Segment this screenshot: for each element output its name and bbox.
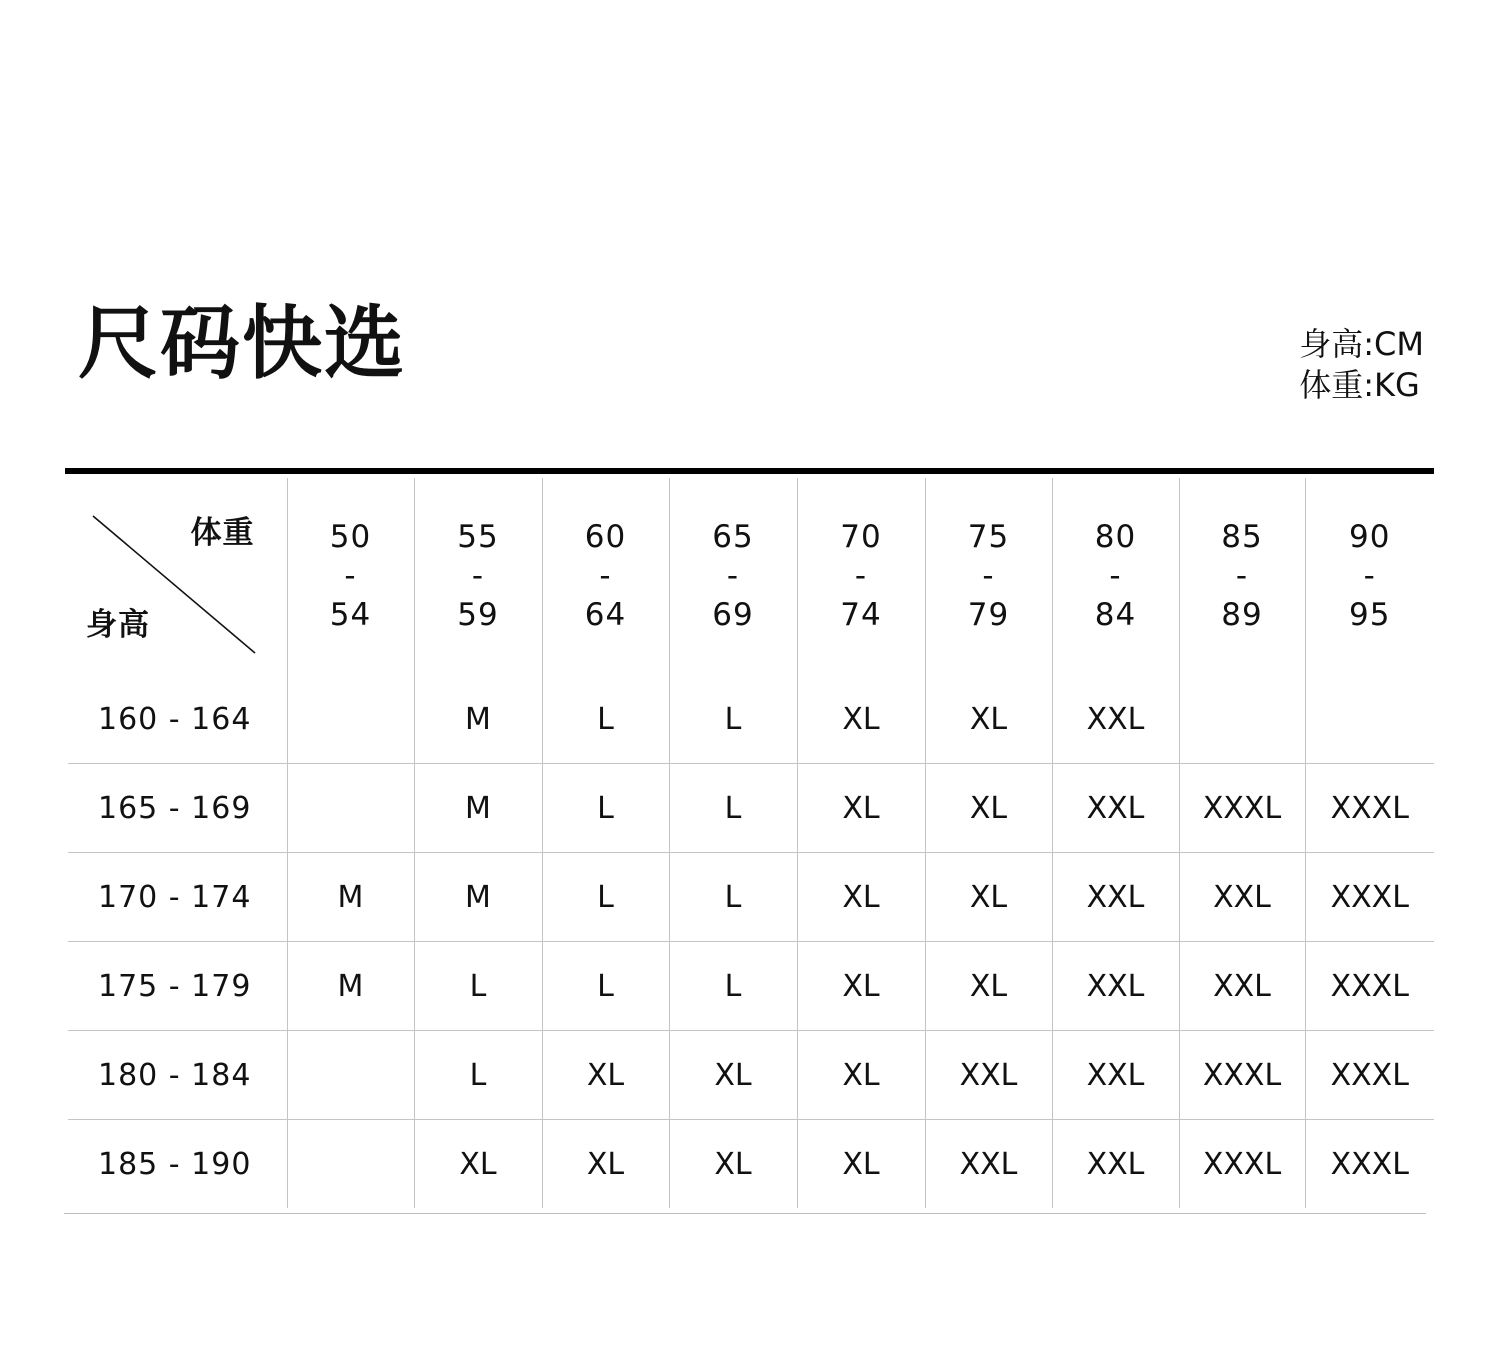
height-range-cell: 175 - 179 xyxy=(68,942,287,1031)
weight-range-header: 75 - 79 xyxy=(925,478,1052,675)
size-cell: L xyxy=(414,1031,542,1120)
size-cell: XXL xyxy=(1052,675,1179,764)
size-cell xyxy=(287,675,414,764)
weight-range-header: 80 - 84 xyxy=(1052,478,1179,675)
size-cell: XXXL xyxy=(1179,1120,1305,1209)
corner-header-cell xyxy=(68,478,287,675)
size-cell xyxy=(287,1120,414,1209)
size-cell: XL xyxy=(925,853,1052,942)
size-cell: M xyxy=(414,853,542,942)
size-cell: XL xyxy=(925,675,1052,764)
size-cell: L xyxy=(542,942,669,1031)
size-cell: XXL xyxy=(925,1120,1052,1209)
size-cell: XXL xyxy=(925,1031,1052,1120)
height-range-cell: 170 - 174 xyxy=(68,853,287,942)
size-cell: XXXL xyxy=(1305,1031,1434,1120)
size-cell: M xyxy=(287,853,414,942)
size-cell: XL xyxy=(797,1120,925,1209)
size-cell: XL xyxy=(542,1031,669,1120)
size-cell: L xyxy=(669,942,797,1031)
table-row xyxy=(68,764,1434,853)
diagonal-divider xyxy=(68,478,287,675)
size-cell: XXL xyxy=(1052,1120,1179,1209)
weight-range-header: 65 - 69 xyxy=(669,478,797,675)
size-cell: XL xyxy=(925,764,1052,853)
weight-range-header: 90 - 95 xyxy=(1305,478,1434,675)
size-cell xyxy=(1305,675,1434,764)
table-bottom-rule xyxy=(64,1213,1426,1214)
size-cell: XXL xyxy=(1052,764,1179,853)
size-cell: L xyxy=(669,675,797,764)
size-cell: XL xyxy=(797,942,925,1031)
size-cell xyxy=(287,1031,414,1120)
size-cell: XL xyxy=(669,1120,797,1209)
size-cell: L xyxy=(542,764,669,853)
page-title: 尺码快选 xyxy=(78,297,406,390)
weight-range-header: 60 - 64 xyxy=(542,478,669,675)
size-cell: XXXL xyxy=(1179,764,1305,853)
table-row xyxy=(68,1031,1434,1120)
size-cell: M xyxy=(414,764,542,853)
size-cell: XXL xyxy=(1052,1031,1179,1120)
size-cell: XXXL xyxy=(1305,853,1434,942)
size-chart-table xyxy=(68,478,1434,1208)
corner-weight-label: 体重 xyxy=(190,515,255,551)
weight-range-header: 55 - 59 xyxy=(414,478,542,675)
table-top-rule xyxy=(65,468,1434,474)
size-cell: XL xyxy=(542,1120,669,1209)
size-cell: XXL xyxy=(1179,942,1305,1031)
size-cell: XL xyxy=(414,1120,542,1209)
height-range-cell: 185 - 190 xyxy=(68,1120,287,1209)
height-range-cell: 180 - 184 xyxy=(68,1031,287,1120)
weight-range-header: 50 - 54 xyxy=(287,478,414,675)
size-cell: XL xyxy=(925,942,1052,1031)
header-row xyxy=(68,478,1434,675)
size-cell: XXL xyxy=(1052,853,1179,942)
units-legend xyxy=(1299,324,1424,406)
height-unit-label: 身高:CM xyxy=(1299,325,1424,363)
size-cell: XXL xyxy=(1179,853,1305,942)
table-row xyxy=(68,942,1434,1031)
weight-range-header: 70 - 74 xyxy=(797,478,925,675)
table-row xyxy=(68,675,1434,764)
size-cell: XXXL xyxy=(1305,1120,1434,1209)
size-cell: XL xyxy=(797,1031,925,1120)
size-cell: XL xyxy=(797,675,925,764)
size-cell: XXL xyxy=(1052,942,1179,1031)
size-cell: L xyxy=(542,853,669,942)
size-cell: XL xyxy=(669,1031,797,1120)
size-cell: M xyxy=(287,942,414,1031)
size-cell: L xyxy=(542,675,669,764)
weight-range-header: 85 - 89 xyxy=(1179,478,1305,675)
size-cell: XXXL xyxy=(1305,764,1434,853)
table-row xyxy=(68,853,1434,942)
size-cell: XXXL xyxy=(1179,1031,1305,1120)
height-range-cell: 165 - 169 xyxy=(68,764,287,853)
size-cell: L xyxy=(669,764,797,853)
table-row xyxy=(68,1120,1434,1209)
size-cell: L xyxy=(669,853,797,942)
size-cell: XL xyxy=(797,764,925,853)
size-cell: M xyxy=(414,675,542,764)
size-cell: XXXL xyxy=(1305,942,1434,1031)
corner-height-label: 身高 xyxy=(86,607,150,643)
size-cell xyxy=(1179,675,1305,764)
size-cell: XL xyxy=(797,853,925,942)
weight-unit-label: 体重:KG xyxy=(1299,366,1420,404)
size-cell xyxy=(287,764,414,853)
height-range-cell: 160 - 164 xyxy=(98,701,252,737)
size-cell: L xyxy=(414,942,542,1031)
